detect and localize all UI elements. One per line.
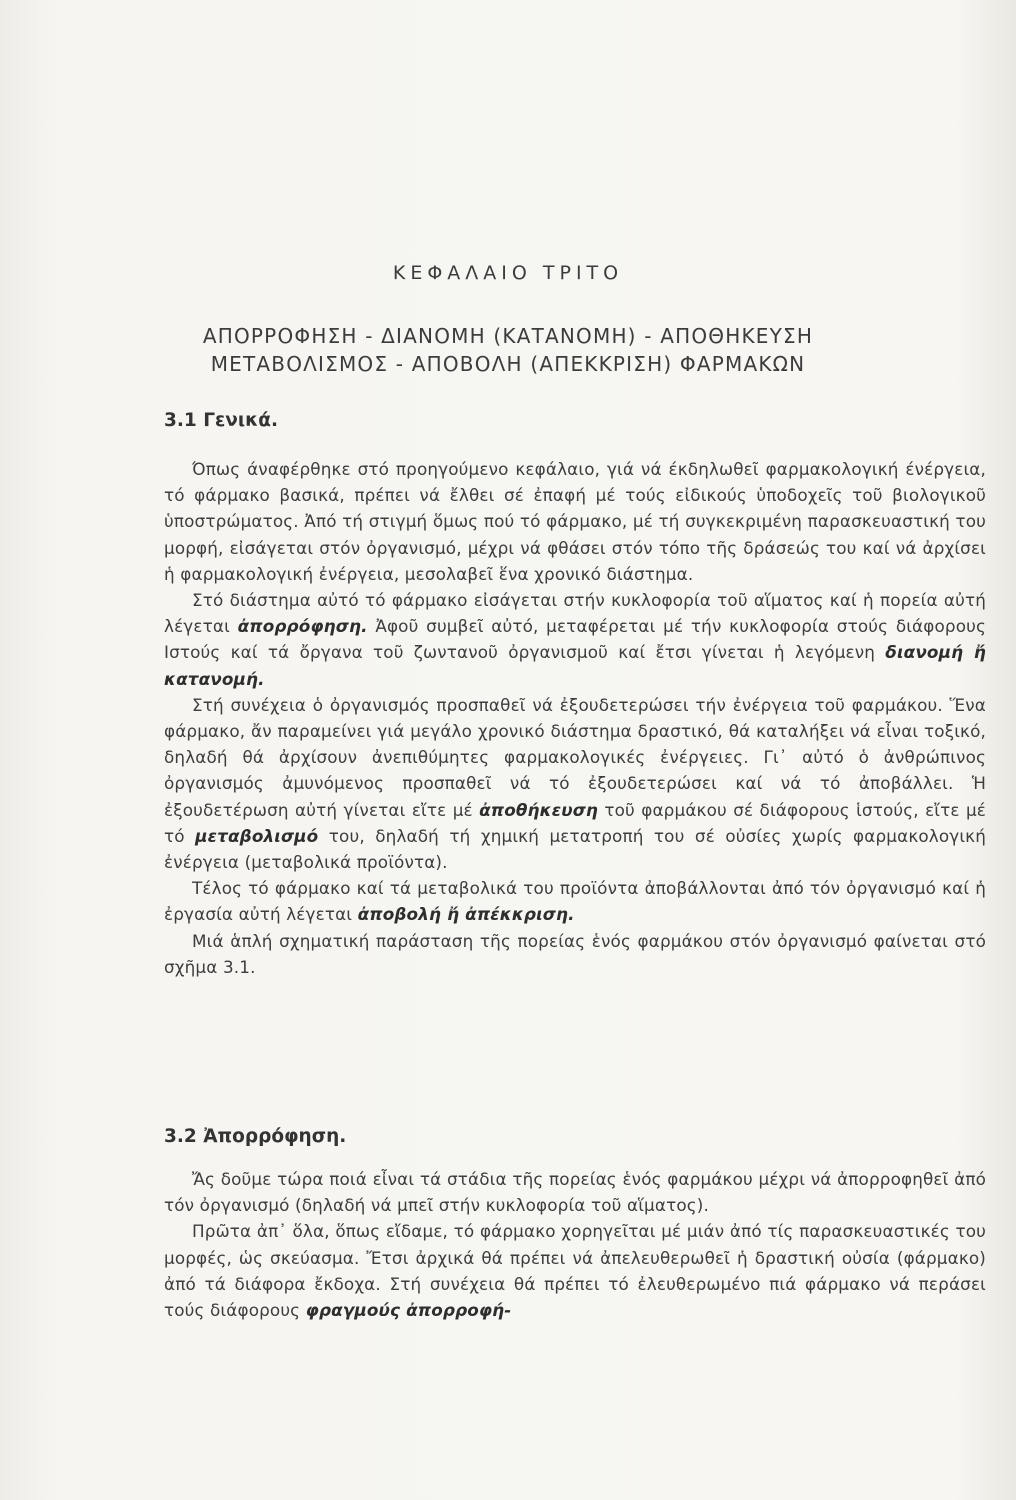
term-distribution: διανομή ἤ κατανομή. xyxy=(164,642,986,689)
paragraph: Όπως άναφέρθηκε στό προηγούμενο κεφάλαιο, γιά νά έκδηλωθεῖ φαρμακολογική ένέργεια, τό φάρμακο βασικά, πρέπει νά ἔλθει σέ ἐπαφή μέ τούς εἰδικούς ὑποδοχεῖς τοῦ βιολογικοῦ ὑποστρώματος. Ἀπό τή στιγμή ὅμως πού τό φάρμακο, μέ τή συγκεκριμένη παρασκευαστική του μορφή, εἰσάγεται στόν ὀργανισμό, μέχρι νά φθάσει στόν τόπο τῆς δράσεώς του καί νά ἀρχίσει ἡ φαρμακολογική ἐνέργεια, μεσολαβεῖ ἕνα χρονικό διάστημα. xyxy=(164,459,986,584)
term-absorption: ἀπορρόφηση. xyxy=(237,616,368,637)
paragraph: Πρῶτα ἀπ᾿ ὅλα, ὅπως εἴδαμε, τό φάρμακο χορηγεῖται μέ μιάν ἀπό τίς παρασκευαστικές του μορφές, ὡς σκεύασμα. Ἔτσι ἀρχικά θά πρέπει νά ἀπελευθερωθεῖ ἡ δραστική οὐσία (φάρμακο) ἀπό τά διάφορα ἔκδοχα. Στή συνέχεια θά πρέπει τό ἐλευθερωμένο πιά φάρμακο νά περάσει τούς διάφορους φραγμούς ἀπορροφή- xyxy=(164,1221,986,1321)
paragraph: Ἄς δοῦμε τώρα ποιά εἶναι τά στάδια τῆς πορείας ἑνός φαρμάκου μέχρι νά ἀπορροφηθεῖ ἀπό τόν ὀργανισμό (δηλαδή νά μπεῖ στήν κυκλοφορία τοῦ αἵματος). xyxy=(164,1169,986,1216)
chapter-title-line-2: ΜΕΤΑΒΟΛΙΣΜΟΣ - ΑΠΟΒΟΛΗ (ΑΠΕΚΚΡΙΣΗ) ΦΑΡΜΑΚΩΝ xyxy=(210,352,806,376)
chapter-label: ΚΕΦΑΛΑΙΟ ΤΡΙΤΟ xyxy=(392,262,624,284)
paragraph: Στό διάστημα αὐτό τό φάρμακο εἰσάγεται στήν κυκλοφορία τοῦ αἵματος καί ἡ πορεία αὐτή λέγεται ἀπορρόφηση. Ἀφοῦ συμβεῖ αὐτό, μεταφέρεται μέ τήν κυκλοφορία στούς διάφορους Ιστούς καί τά ὄργανα τοῦ ζωντανοῦ ὀργανισμοῦ καί ἔτσι γίνεται ἡ λεγόμενη διανομή ἤ κατανομή. xyxy=(164,590,986,689)
term-storage: ἀποθήκευση xyxy=(479,799,599,820)
chapter-title-line-1: ΑΠΟΡΡΟΦΗΣΗ - ΔΙΑΝΟΜΗ (ΚΑΤΑΝΟΜΗ) - ΑΠΟΘΗΚΕΥΣΗ xyxy=(202,324,814,348)
paragraph: Στή συνέχεια ὁ ὀργανισμός προσπαθεῖ νά ἐξουδετερώσει τήν ἐνέργεια τοῦ φαρμάκου. Ἕνα φάρμακο, ἄν παραμείνει γιά μεγάλο χρονικό διάστημα δραστικό, θά καταλήξει νά εἶναι τοξικό, δηλαδή θά ἀρχίσουν ἀνεπιθύμητες φαρμακολογικές ἐνέργειες. Γι᾿ αὐτό ὁ ἀνθρώπινος ὀργανισμός ἀμυνόμενος προσπαθεῖ νά τό ἐξουδετερώσει καί νά τό ἀποβάλλει. Ἡ ἐξουδετέρωση αὐτή γίνεται εἴτε μέ ἀποθήκευση τοῦ φαρμάκου σέ διάφορους ἱστούς, εἴτε μέ τό μεταβολισμό του, δηλαδή τή χημική μετατροπή του σέ οὐσίες χωρίς φαρμακολογική ἐνέργεια (μεταβολικά προϊόντα). xyxy=(164,694,987,873)
section-3-2-body xyxy=(164,1166,986,1323)
term-excretion: ἀποβολή ἤ ἀπέκκριση. xyxy=(357,904,575,925)
section-heading-3-1: 3.1 Γενικά. xyxy=(164,410,278,431)
paragraph: Μιά ἁπλή σχηματική παράσταση τῆς πορείας ἑνός φαρμάκου στόν ὀργανισμό φαίνεται στό σχῆμα 3.1. xyxy=(164,930,986,977)
section-3-1-body xyxy=(164,456,986,980)
paragraph: Τέλος τό φάρμακο καί τά μεταβολικά του προϊόντα ἀποβάλλονται ἀπό τόν ὀργανισμό καί ἡ ἐργασία αὐτή λέγεται ἀποβολή ἤ ἀπέκκριση. xyxy=(164,878,986,925)
chapter-title xyxy=(0,322,1016,378)
section-heading-3-2: 3.2 Ἀπορρόφηση. xyxy=(164,1126,347,1147)
term-absorption-barriers: φραγμούς ἀπορροφή- xyxy=(305,1300,512,1321)
term-metabolism: μεταβολισμό xyxy=(195,825,319,846)
